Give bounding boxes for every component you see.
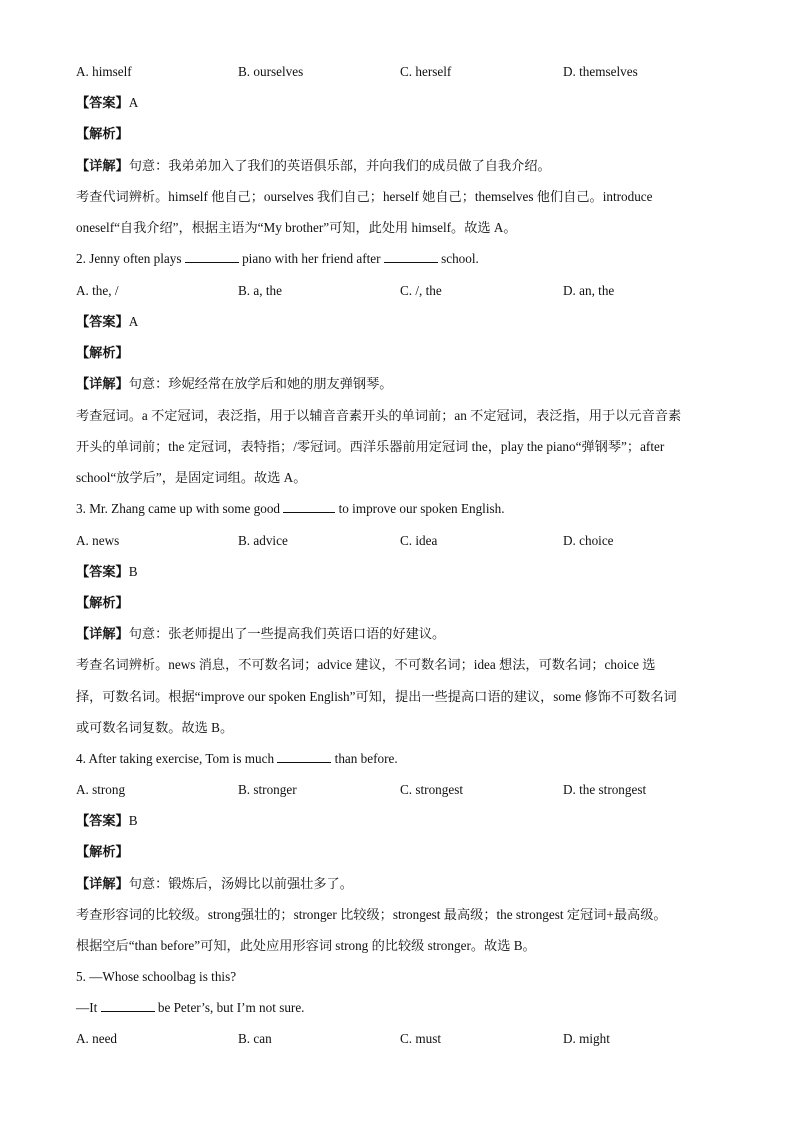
q5-option-d: D. might xyxy=(563,1031,610,1046)
q2-detail xyxy=(76,375,734,393)
analysis-tag: 【解析】 xyxy=(76,844,129,859)
detail-text: 句意：珍妮经常在放学后和她的朋友弹钢琴。 xyxy=(128,376,393,391)
q5-stem-part-1: —It xyxy=(76,1000,98,1015)
q2-explain-line-1: 考查冠词。a 不定冠词，表泛指，用于以辅音音素开头的单词前；an 不定冠词，表泛指，用于以元音音素 xyxy=(76,408,682,423)
q4-stem-part-2: than before. xyxy=(334,751,398,766)
q4-answer xyxy=(76,812,734,830)
detail-tag: 【详解】 xyxy=(76,376,129,391)
q1-option-b: B. ourselves xyxy=(238,64,304,79)
q3-stem xyxy=(76,500,734,518)
q2-blank-2 xyxy=(384,250,438,263)
q4-option-a: A. strong xyxy=(76,782,126,797)
q2-analysis-heading xyxy=(76,344,734,362)
q5-option-c: C. must xyxy=(400,1031,442,1046)
q2-answer xyxy=(76,313,734,331)
q2-stem-part-3: school. xyxy=(441,251,479,266)
analysis-tag: 【解析】 xyxy=(76,345,129,360)
q1-answer xyxy=(76,94,734,112)
q5-stem-line-1: 5. —Whose schoolbag is this? xyxy=(76,969,237,984)
analysis-tag: 【解析】 xyxy=(76,126,129,141)
detail-tag: 【详解】 xyxy=(76,158,129,173)
answer-value: B xyxy=(128,564,138,579)
q1-detail xyxy=(76,157,734,175)
q5-option-a: A. need xyxy=(76,1031,118,1046)
q1-options xyxy=(76,63,736,81)
q4-options xyxy=(76,781,736,799)
q4-analysis-heading xyxy=(76,843,734,861)
q4-option-b: B. stronger xyxy=(238,782,297,797)
answer-tag: 【答案】 xyxy=(76,314,129,329)
q5-option-b: B. can xyxy=(238,1031,272,1046)
q4-explain-line-2: 根据空后“than before”可知，此处应用形容词 strong 的比较级 stronger。故选 B。 xyxy=(76,938,536,953)
q3-option-c: C. idea xyxy=(400,533,438,548)
detail-text: 句意：我弟弟加入了我们的英语俱乐部，并向我们的成员做了自我介绍。 xyxy=(128,158,551,173)
q1-explain-line-1: 考查代词辨析。himself 他自己；ourselves 我们自己；herself 她自己；themselves 他们自己。introduce xyxy=(76,189,653,204)
q2-option-b: B. a, the xyxy=(238,283,282,298)
q2-option-d: D. an, the xyxy=(563,283,615,298)
q3-stem-part-2: to improve our spoken English. xyxy=(338,501,505,516)
q4-detail xyxy=(76,875,734,893)
q1-option-c: C. herself xyxy=(400,64,452,79)
analysis-tag: 【解析】 xyxy=(76,595,129,610)
q4-option-c: C. strongest xyxy=(400,782,464,797)
q3-option-d: D. choice xyxy=(563,533,614,548)
q4-blank xyxy=(277,750,331,763)
detail-tag: 【详解】 xyxy=(76,626,129,641)
q3-blank xyxy=(283,500,335,513)
q3-explain-line-1: 考查名词辨析。news 消息，不可数名词；advice 建议，不可数名词；idea 想法，可数名词；choice 选 xyxy=(76,657,656,672)
q1-analysis-heading xyxy=(76,125,734,143)
answer-value: A xyxy=(128,95,139,110)
q3-stem-part-1: 3. Mr. Zhang came up with some good xyxy=(76,501,281,516)
q3-option-b: B. advice xyxy=(238,533,288,548)
answer-tag: 【答案】 xyxy=(76,564,129,579)
q4-option-d: D. the strongest xyxy=(563,782,647,797)
q5-stem-part-2: be Peter’s, but I’m not sure. xyxy=(157,1000,305,1015)
q2-blank-1 xyxy=(185,250,239,263)
q5-options xyxy=(76,1030,736,1048)
q2-option-a: A. the, / xyxy=(76,283,119,298)
q3-detail xyxy=(76,625,734,643)
q2-options xyxy=(76,282,736,300)
q2-stem-part-2: piano with her friend after xyxy=(242,251,381,266)
q4-stem-part-1: 4. After taking exercise, Tom is much xyxy=(76,751,275,766)
answer-value: B xyxy=(128,813,138,828)
q3-options xyxy=(76,532,736,550)
q1-option-d: D. themselves xyxy=(563,64,638,79)
q3-explain-line-2: 择，可数名词。根据“improve our spoken English”可知，提出一些提高口语的建议，some 修饰不可数名词 xyxy=(76,689,677,704)
q3-analysis-heading xyxy=(76,594,734,612)
q2-option-c: C. /, the xyxy=(400,283,442,298)
answer-tag: 【答案】 xyxy=(76,813,129,828)
answer-value: A xyxy=(128,314,139,329)
q2-stem xyxy=(76,250,734,268)
detail-tag: 【详解】 xyxy=(76,876,129,891)
detail-text: 句意：张老师提出了一些提高我们英语口语的好建议。 xyxy=(128,626,446,641)
q1-explain-line-2: oneself“自我介绍”，根据主语为“My brother”可知，此处用 himself。故选 A。 xyxy=(76,220,517,235)
q5-stem-line-2 xyxy=(76,999,734,1017)
q4-stem xyxy=(76,750,734,768)
q3-option-a: A. news xyxy=(76,533,120,548)
detail-text: 句意：锻炼后，汤姆比以前强壮多了。 xyxy=(128,876,353,891)
q5-blank xyxy=(101,999,155,1012)
q2-explain-line-2: 开头的单词前；the 定冠词，表特指；/零冠词。西洋乐器前用定冠词 the，play the piano“弹钢琴”；after xyxy=(76,439,665,454)
q2-stem-part-1: 2. Jenny often plays xyxy=(76,251,182,266)
q1-option-a: A. himself xyxy=(76,64,132,79)
answer-tag: 【答案】 xyxy=(76,95,129,110)
q3-answer xyxy=(76,563,734,581)
q4-explain-line-1: 考查形容词的比较级。strong强壮的；stronger 比较级；strongest 最高级；the strongest 定冠词+最高级。 xyxy=(76,907,667,922)
q3-explain-line-3: 或可数名词复数。故选 B。 xyxy=(76,720,234,735)
q2-explain-line-3: school“放学后”，是固定词组。故选 A。 xyxy=(76,470,307,485)
